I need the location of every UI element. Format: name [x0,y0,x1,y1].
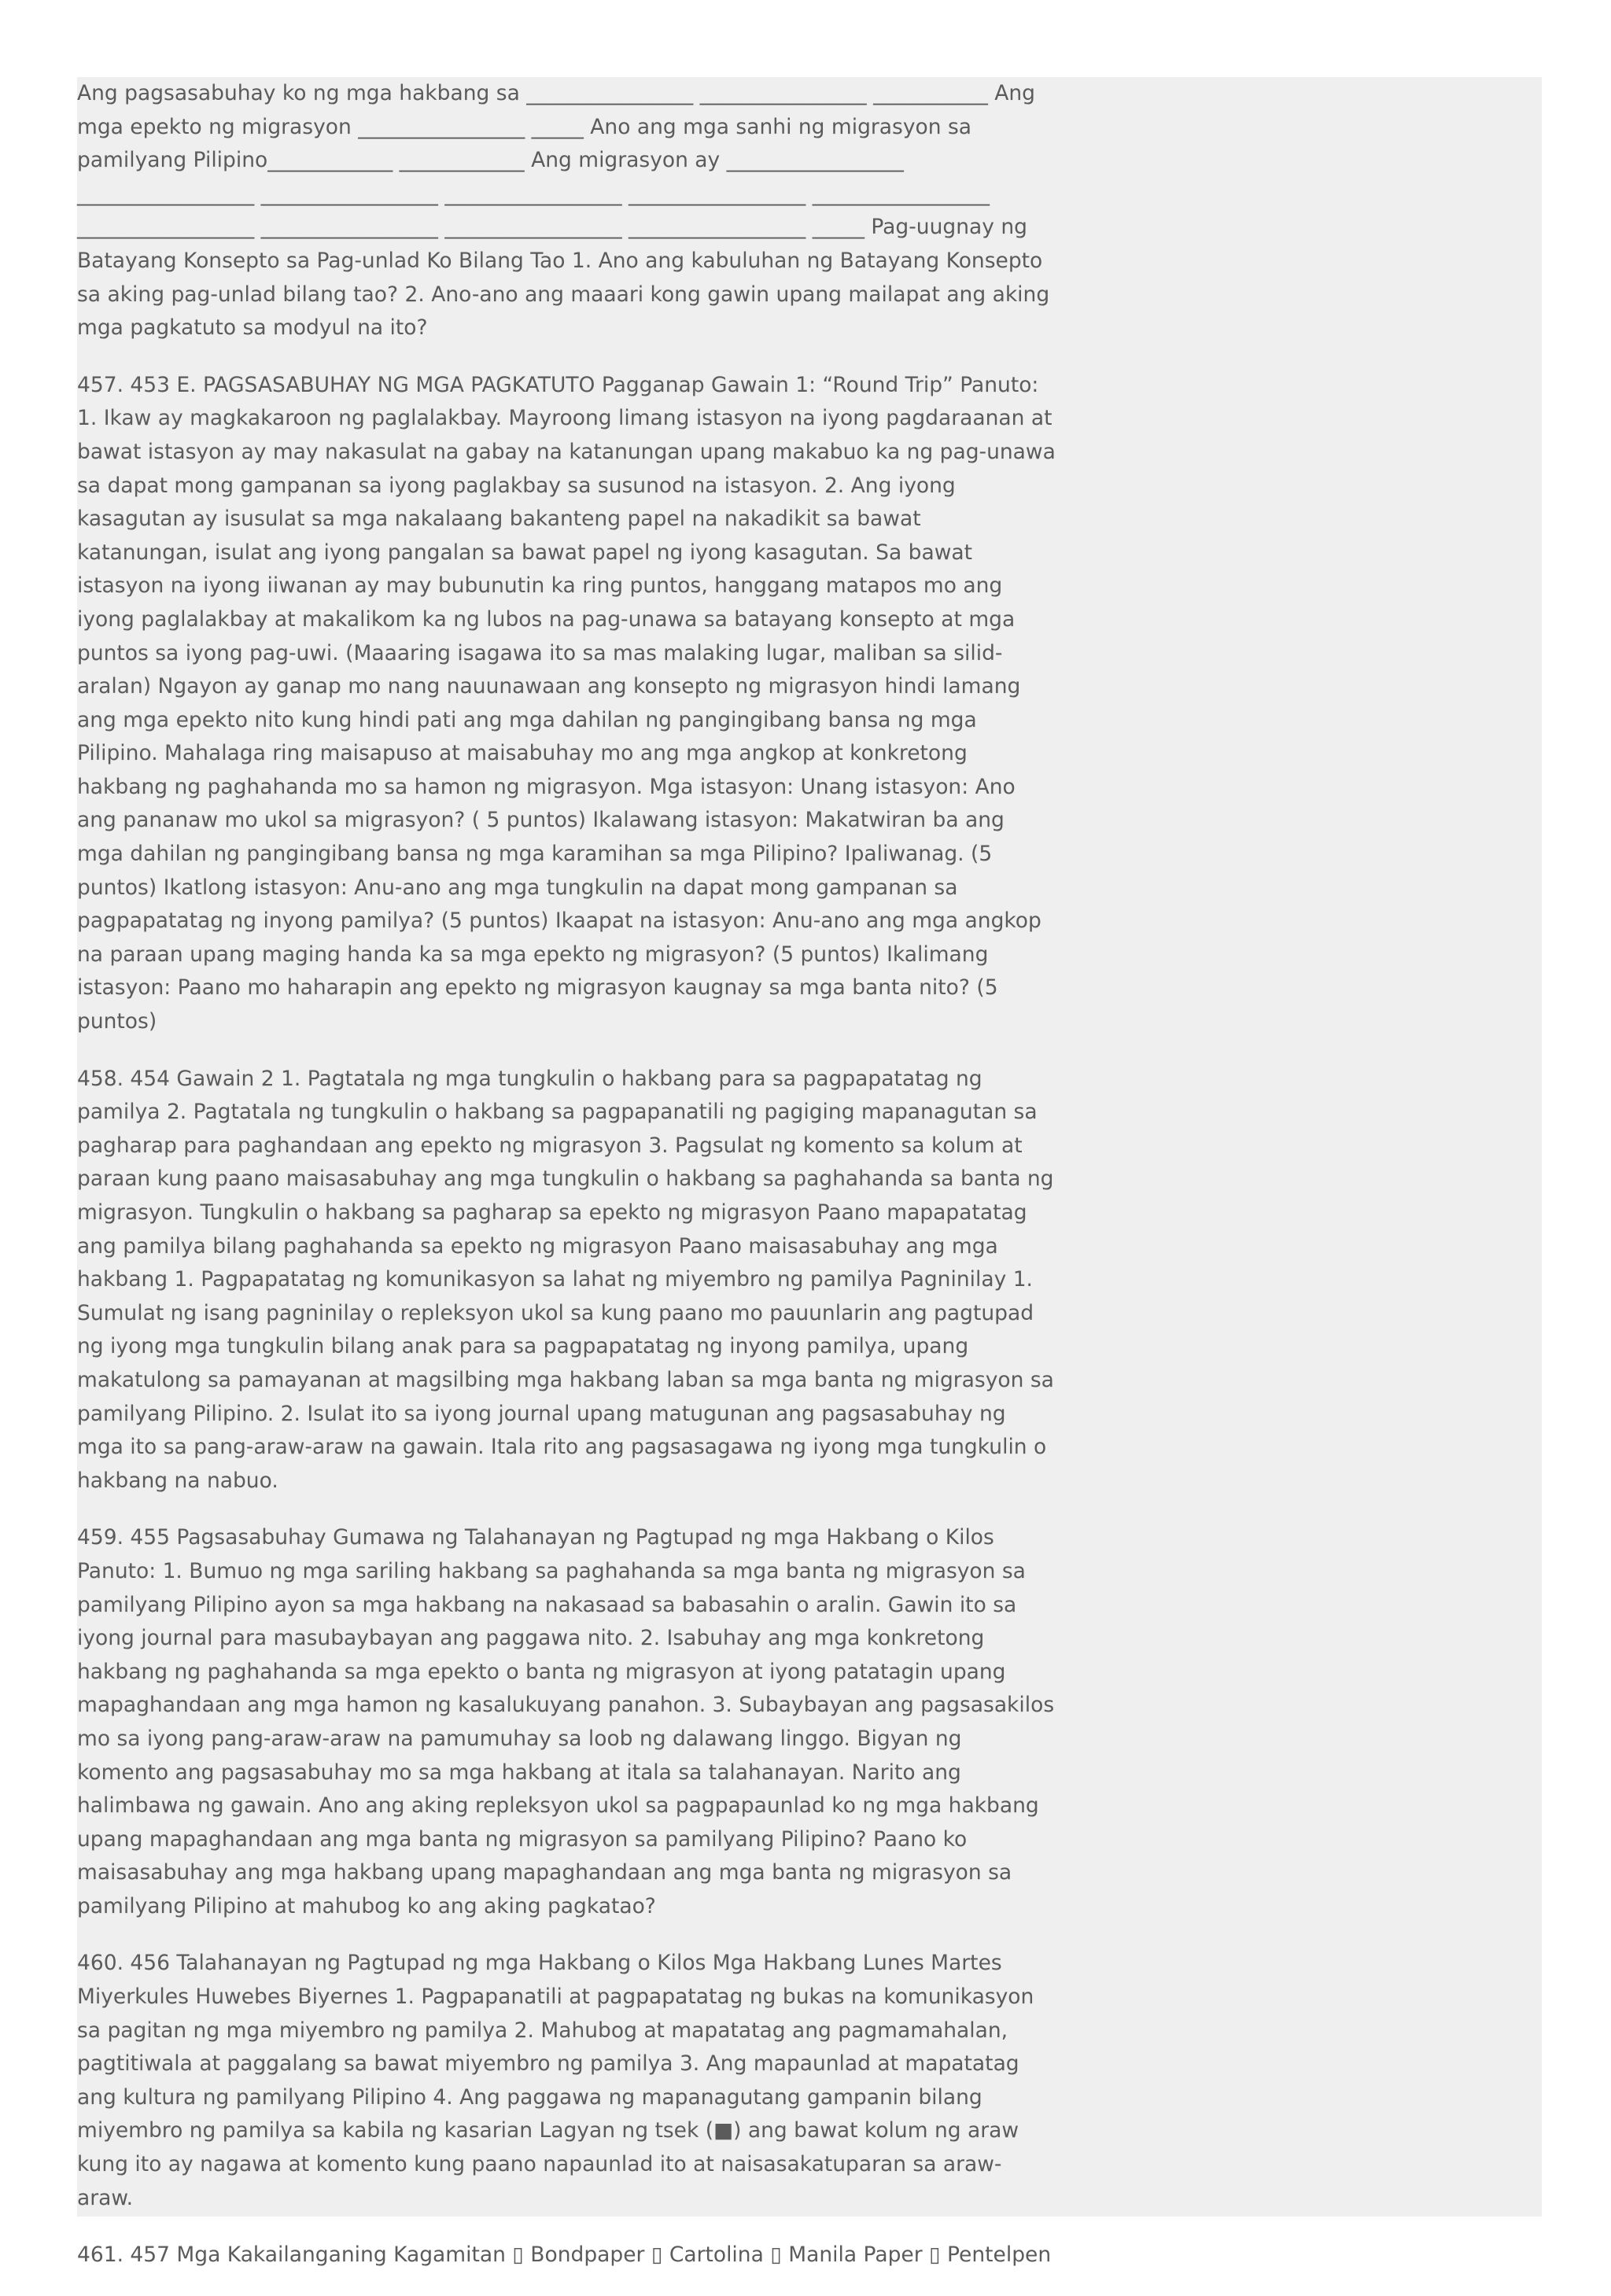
paragraph-458-gawain-2: 458. 454 Gawain 2 1. Pagtatala ng mga tungkulin o hakbang para sa pagpapatatag ng pamilya 2. Pagtatala ng tungkulin o hakbang sa pagpapanatili ng pagiging mapanagutan sa pagharap para paghandaan ang epekto ng migrasyon 3. Pagsulat ng komento sa kolum at paraan kung paano maisasabuhay ang mga tungkulin o hakbang sa paghahanda sa banta ng migrasyon. Tungkulin o hakbang sa pagharap sa epekto ng migrasyon Paano mapapatatag ang pamilya bilang paghahanda sa epekto ng migrasyon Paano maisasabuhay ang mga hakbang 1. Pagpapatatag ng komunikasyon sa lahat ng miyembro ng pamilya Pagninilay 1. Sumulat ng isang pagninilay o repleksyon ukol sa kung paano mo pauunlarin ang pagtupad ng iyong mga tungkulin bilang anak para sa pagpapatatag ng inyong pamilya, upang makatulong sa pamayanan at magsilbing mga hakbang laban sa mga banta ng migrasyon sa pamilyang Pilipino. 2. Isulat ito sa iyong journal upang matugunan ang pagsasabuhay ng mga ito sa pang-araw-araw na gawain. Itala rito ang pagsasagawa ng iyong mga tungkulin o hakbang na nabuo. [77,1066,1054,1493]
paragraph-460-talahanayan: 460. 456 Talahanayan ng Pagtupad ng mga Hakbang o Kilos Mga Hakbang Lunes Martes Miyerkules Huwebes Biyernes 1. Pagpapanatili at pagpapatatag ng bukas na komunikasyon sa pagitan ng mga miyembro ng pamilya 2. Mahubog at mapatatag ang pagmamahalan, pagtitiwala at paggalang sa bawat miyembro ng pamilya 3. Ang mapaunlad at mapatatag ang kultura ng pamilyang Pilipino 4. Ang paggawa ng mapanagutang gampanin bilang miyembro ng pamilya sa kabila ng kasarian Lagyan ng tsek (■) ang bawat kolum ng araw kung ito ay nagawa at komento kung paano napaunlad ito at naisasakatuparan sa araw-araw. [77,1951,1034,2210]
paragraph-459-pagsasabuhay: 459. 455 Pagsasabuhay Gumawa ng Talahanayan ng Pagtupad ng mga Hakbang o Kilos Panuto: 1. Bumuo ng mga sariling hakbang sa paghahanda sa mga banta ng migrasyon sa pamilyang Pilipino ayon sa mga hakbang na nakasaad sa babasahin o aralin. Gawin ito sa iyong journal para masubaybayan ang paggawa nito. 2. Isabuhay ang mga konkretong hakbang ng paghahanda sa mga epekto o banta ng migrasyon at iyong patatagin upang mapaghandaan ang mga hamon ng kasalukuyang panahon. 3. Subaybayan ang pagsasakilos mo sa iyong pang-araw-araw na pamumuhay sa loob ng dalawang linggo. Bigyan ng komento ang pagsasabuhay mo sa mga hakbang at itala sa talahanayan. Narito ang halimbawa ng gawain. Ano ang aking repleksyon ukol sa pagpapaunlad ko ng mga hakbang upang mapaghandaan ang mga banta ng migrasyon sa pamilyang Pilipino? Paano ko maisasabuhay ang mga hakbang upang mapaghandaan ang mga banta ng migrasyon sa pamilyang Pilipino at mahubog ko ang aking pagkatao? [77,1525,1055,1918]
paragraph-461-kagamitan: 461. 457 Mga Kakailanganing Kagamitan ▯ Bondpaper ▯ Cartolina ▯ Manila Paper ▯ Pentelpen [77,2243,1052,2268]
document-page [77,77,1542,2268]
paragraph-worksheet-blanks: Ang pagsasabuhay ko ng mga hakbang sa ________________ ________________ ___________ Ang mga epekto ng migrasyon ________________ _____ Ano ang mga sanhi ng migrasyon sa pamilyang Pilipino____________ ____________ Ang migrasyon ay _________________ _________________ _________________ _________________ _________________ _________________ _________________ _________________ _________________ _________________ _____ Pag-uugnay ng Batayang Konsepto sa Pag-unlad Ko Bilang Tao 1. Ano ang kabuluhan ng Batayang Konsepto sa aking pag-unlad bilang tao? 2. Ano-ano ang maaari kong gawin upang mailapat ang aking mga pagkatuto sa modyul na ito? [77,81,1050,341]
paragraph-457-round-trip: 457. 453 E. PAGSASABUHAY NG MGA PAGKATUTO Pagganap Gawain 1: “Round Trip” Panuto: 1. Ikaw ay magkakaroon ng paglalakbay. Mayroong limang istasyon na iyong pagdaraanan at bawat istasyon ay may nakasulat na gabay na katanungan upang makabuo ka ng pag-unawa sa dapat mong gampanan sa iyong paglakbay sa susunod na istasyon. 2. Ang iyong kasagutan ay isusulat sa mga nakalaang bakanteng papel na nakadikit sa bawat katanungan, isulat ang iyong pangalan sa bawat papel ng iyong kasagutan. Sa bawat istasyon na iyong iiwanan ay may bubunutin ka ring puntos, hanggang matapos mo ang iyong paglalakbay at makalikom ka ng lubos na pag-unawa sa batayang konsepto at mga puntos sa iyong pag-uwi. (Maaaring isagawa ito sa mas malaking lugar, maliban sa silid-aralan) Ngayon ay ganap mo nang nauunawaan ang konsepto ng migrasyon hindi lamang ang mga epekto nito kung hindi pati ang mga dahilan ng pangingibang bansa ng mga Pilipino. Mahalaga ring maisapuso at maisabuhay mo ang mga angkop at konkretong hakbang ng paghahanda mo sa hamon ng migrasyon. Mga istasyon: Unang istasyon: Ano ang pananaw mo ukol sa migrasyon? ( 5 puntos) Ikalawang istasyon: Makatwiran ba ang mga dahilan ng pangingibang bansa ng mga karamihan sa mga Pilipino? Ipaliwanag. (5 puntos) Ikatlong istasyon: Anu-ano ang mga tungkulin na dapat mong gampanan sa pagpapatatag ng inyong pamilya? (5 puntos) Ikaapat na istasyon: Anu-ano ang mga angkop na paraan upang maging handa ka sa mga epekto ng migrasyon? (5 puntos) Ikalimang istasyon: Paano mo haharapin ang epekto ng migrasyon kaugnay sa mga banta nito? (5 puntos) [77,372,1056,1034]
document-text [77,77,1056,2296]
